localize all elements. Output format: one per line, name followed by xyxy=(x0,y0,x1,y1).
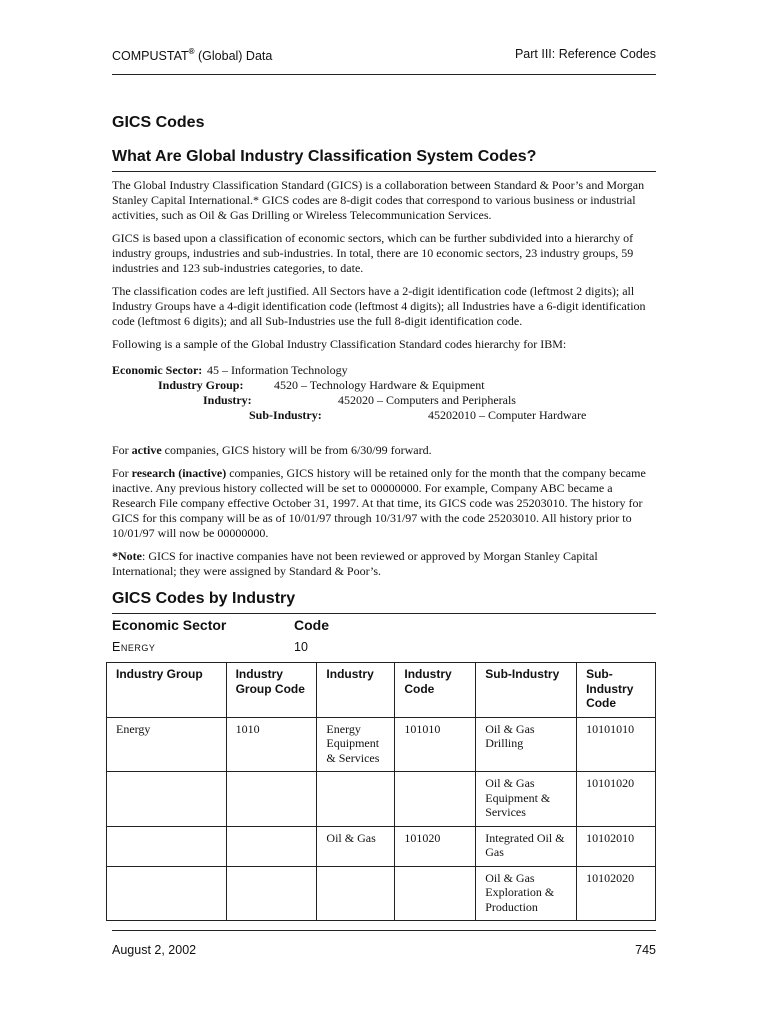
text: For xyxy=(112,466,132,480)
sample-sector-row xyxy=(112,363,656,378)
sample-industry-row xyxy=(112,393,656,408)
table-cell: Oil & Gas xyxy=(317,826,395,866)
table-cell xyxy=(107,826,227,866)
table-header-row xyxy=(107,663,656,718)
sample-sector-label: Economic Sector: xyxy=(112,363,203,377)
table-cell xyxy=(226,866,317,921)
sector-header-code: Code xyxy=(294,617,329,633)
paragraph: Following is a sample of the Global Industry Classification Standard codes hierarchy for IBM: xyxy=(112,337,567,351)
heading-gics-by-industry: GICS Codes by Industry xyxy=(112,590,656,614)
registered-mark: ® xyxy=(188,47,195,56)
table-cell xyxy=(395,866,476,921)
header-publication xyxy=(112,47,272,63)
table-cell xyxy=(226,772,317,827)
table-cell: 10102020 xyxy=(577,866,656,921)
table-cell: Integrated Oil & Gas xyxy=(476,826,577,866)
column-header: Industry xyxy=(317,663,395,718)
table-cell xyxy=(317,772,395,827)
history-notes xyxy=(112,443,656,587)
emphasis: active xyxy=(131,443,162,457)
table-cell xyxy=(226,826,317,866)
column-header: Sub-Industry xyxy=(476,663,577,718)
text: For xyxy=(112,443,132,457)
emphasis: research (inactive) xyxy=(131,466,227,480)
paragraph: GICS is based upon a classification of economic sectors, which can be further subdivided into a hierarchy of industry groups, industries and sub-industries. In total, there are 10 economic sectors, 23 industry groups, 59 industries and 123 sub-industries categories, to date. xyxy=(112,231,634,275)
table-cell: Oil & Gas Equipment & Services xyxy=(476,772,577,827)
heading-what-are-gics: What Are Global Industry Classification System Codes? xyxy=(112,148,656,172)
table-cell xyxy=(395,772,476,827)
header-rule xyxy=(112,74,656,75)
header-title-suffix: (Global) Data xyxy=(194,49,273,63)
sample-group-value: 4520 – Technology Hardware & Equipment xyxy=(274,378,485,392)
column-header: Sub-Industry Code xyxy=(577,663,656,718)
column-header: Industry Group xyxy=(107,663,227,718)
research-note xyxy=(112,466,656,541)
table-cell: 10101020 xyxy=(577,772,656,827)
table-cell: 101010 xyxy=(395,717,476,772)
table-row xyxy=(107,826,656,866)
running-header xyxy=(112,47,656,69)
table-cell xyxy=(317,866,395,921)
text: companies, GICS history will be from 6/30/99 forward. xyxy=(161,443,432,457)
table-cell: 101020 xyxy=(395,826,476,866)
table-cell: 10101010 xyxy=(577,717,656,772)
table-cell: Oil & Gas Exploration & Production xyxy=(476,866,577,921)
table-cell: 1010 xyxy=(226,717,317,772)
header-title: COMPUSTAT xyxy=(112,49,189,63)
emphasis: *Note xyxy=(112,549,142,563)
sample-subindustry-value: 45202010 – Computer Hardware xyxy=(428,408,587,422)
paragraph: The classification codes are left justified. All Sectors have a 2-digit identification code (leftmost 2 digits); all Industry Groups have a 4-digit identification code (leftmost 4 digits); all Industries have a 6-digit identification code (leftmost 6 digits); and all Sub-Industries use the full 8-digit identification code. xyxy=(112,284,646,328)
sample-industry-value: 452020 – Computers and Peripherals xyxy=(338,393,516,407)
star-note xyxy=(112,549,656,579)
footer-date: August 2, 2002 xyxy=(112,943,197,957)
section-title: GICS Codes xyxy=(112,114,205,131)
column-header: Industry Code xyxy=(395,663,476,718)
table-cell: Oil & Gas Drilling xyxy=(476,717,577,772)
ibm-gics-sample xyxy=(112,363,656,423)
sample-industry-label: Industry: xyxy=(203,393,252,407)
table-cell xyxy=(107,866,227,921)
sample-group-label: Industry Group: xyxy=(158,378,244,392)
sample-sector-value: 45 – Information Technology xyxy=(207,363,348,377)
text: : GICS for inactive companies have not been reviewed or approved by Morgan Stanley Capital International; they were assigned by Standard & Poor’s. xyxy=(112,549,598,578)
header-part: Part III: Reference Codes xyxy=(514,47,656,61)
sample-group-row xyxy=(112,378,656,393)
intro-paragraphs xyxy=(112,178,656,360)
active-note xyxy=(112,443,656,458)
table-cell xyxy=(107,772,227,827)
table-cell: 10102010 xyxy=(577,826,656,866)
column-header: Industry Group Code xyxy=(226,663,317,718)
table-cell: Energy Equipment & Services xyxy=(317,717,395,772)
table-row xyxy=(107,717,656,772)
text: companies, GICS history will be retained only for the month that the company became inactive. Any previous history collected will be set to 00000000. For example, Company ABC became a Research File company effective October 31, 1997. At that time, its GICS code was 25203010. The history for GICS for this company will be as of 10/01/97 through 10/31/97 with the code 25203010. All history prior to 10/01/97 will now be 00000000. xyxy=(112,466,646,540)
table-cell: Energy xyxy=(107,717,227,772)
table-row xyxy=(107,866,656,921)
sector-row xyxy=(112,640,308,654)
paragraph: The Global Industry Classification Standard (GICS) is a collaboration between Standard & Poor’s and Morgan Stanley Capital International.* GICS codes are 8-digit codes that correspond to various business or industrial activities, such as Oil & Gas Drilling or Wireless Telecommunication Services. xyxy=(112,178,645,222)
gics-industry-table xyxy=(106,662,656,921)
page-number: 745 xyxy=(635,943,656,957)
sample-subindustry-row xyxy=(112,408,656,423)
footer-rule xyxy=(112,930,656,931)
sector-name: Energy xyxy=(112,640,156,654)
sector-header-label: Economic Sector xyxy=(112,617,227,633)
sample-subindustry-label: Sub-Industry: xyxy=(249,408,322,422)
sector-code: 10 xyxy=(294,640,308,654)
table-row xyxy=(107,772,656,827)
sector-header-row xyxy=(112,617,329,633)
